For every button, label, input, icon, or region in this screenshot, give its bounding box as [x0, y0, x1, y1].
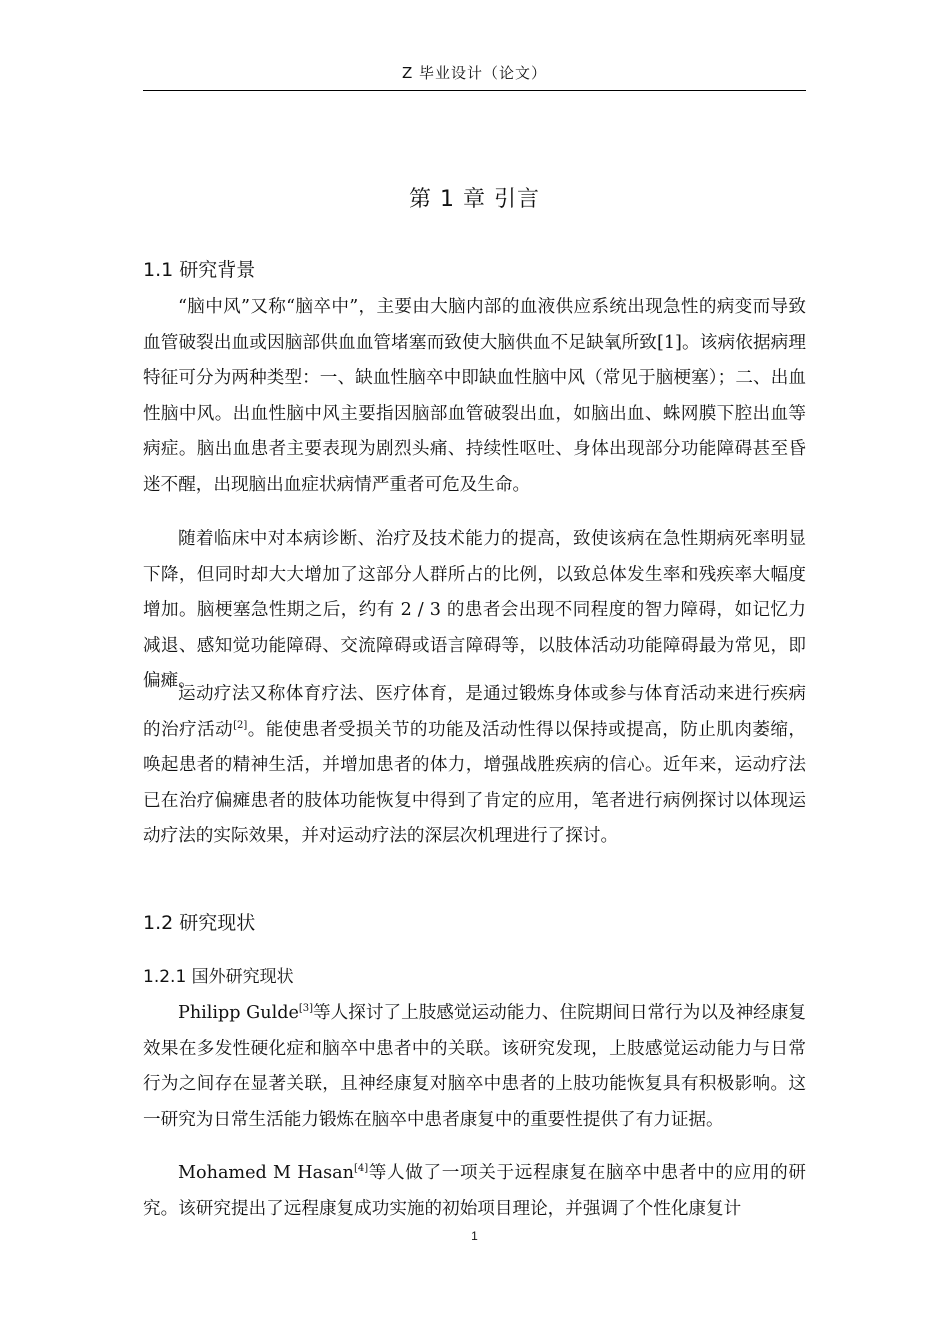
paragraph-text: 等人探讨了上肢感觉运动能力、住院期间日常行为以及神经康复效果在多发性硬化症和脑卒中患者中的关联。该研究发现，上肢感觉运动能力与日常行为之间存在显著关联，且神经康复对脑卒中患者的上肢功能恢复具有积极影响。这一研究为日常生活能力锻炼在脑卒中患者康复中的重要性提供了有力证据。: [143, 1003, 806, 1130]
paragraph-background-2: 随着临床中对本病诊断、治疗及技术能力的提高，致使该病在急性期病死率明显下降，但同时却大大增加了这部分人群所占的比例，以致总体发生率和残疾率大幅度增加。脑梗塞急性期之后，约有 2 / 3 的患者会出现不同程度的智力障碍，如记忆力减退、感知觉功能障碍、交流障碍或语言障碍等，以肢体活动功能障碍最为常见，即偏瘫。: [143, 529, 806, 691]
citation-ref: [3]: [298, 1003, 314, 1015]
paragraph-background-1: “脑中风”又称“脑卒中”，主要由大脑内部的血液供应系统出现急性的病变而导致血管破裂出血或因脑部供血血管堵塞而致使大脑供血不足缺氧所致[1]。该病依据病理特征可分为两种类型：一、缺血性脑卒中即缺血性脑中风（常见于脑梗塞）；二、出血性脑中风。出血性脑中风主要指因脑部血管破裂出血，如脑出血、蛛网膜下腔出血等病症。脑出血患者主要表现为剧烈头痛、持续性呕吐、身体出现部分功能障碍甚至昏迷不醒，出现脑出血症状病情严重者可危及生命。: [143, 297, 806, 495]
paragraph-foreign-research-1: [143, 996, 806, 1138]
citation-ref: [2]: [233, 719, 248, 731]
paragraph-foreign-research-2: [143, 1156, 806, 1227]
section-heading-1-2: 1.2 研究现状: [143, 912, 256, 934]
citation-ref: [4]: [353, 1163, 369, 1175]
section-heading-1-1: 1.1 研究背景: [143, 259, 256, 281]
paragraph-text: 等人做了一项关于远程康复在脑卒中患者中的应用的研究。该研究提出了远程康复成功实施的初始项目理论，并强调了个性化康复计: [143, 1163, 806, 1219]
paragraph-text: Mohamed M Hasan: [178, 1163, 354, 1183]
paragraph-text: Philipp Gulde: [178, 1003, 299, 1023]
paragraph-text: 。能使患者受损关节的功能及活动性得以保持或提高，防止肌肉萎缩，唤起患者的精神生活，并增加患者的体力，增强战胜疾病的信心。近年来，运动疗法已在治疗偏瘫患者的肢体功能恢复中得到了肯定的应用，笔者进行病例探讨以体现运动疗法的实际效果，并对运动疗法的深层次机理进行了探讨。: [143, 719, 806, 846]
subsection-heading-1-2-1: 1.2.1 国外研究现状: [143, 967, 294, 987]
page-number: 1: [471, 1229, 478, 1243]
page-header: Z 毕业设计（论文）: [401, 64, 548, 82]
chapter-title: 第 1 章 引言: [409, 187, 540, 212]
paragraph-background-3: [143, 677, 806, 855]
paragraph-text: 运动疗法又称体育疗法、医疗体育，是通过锻炼身体或参与体育活动来进行疾病的治疗活动: [143, 684, 806, 740]
header-rule: [143, 90, 806, 91]
